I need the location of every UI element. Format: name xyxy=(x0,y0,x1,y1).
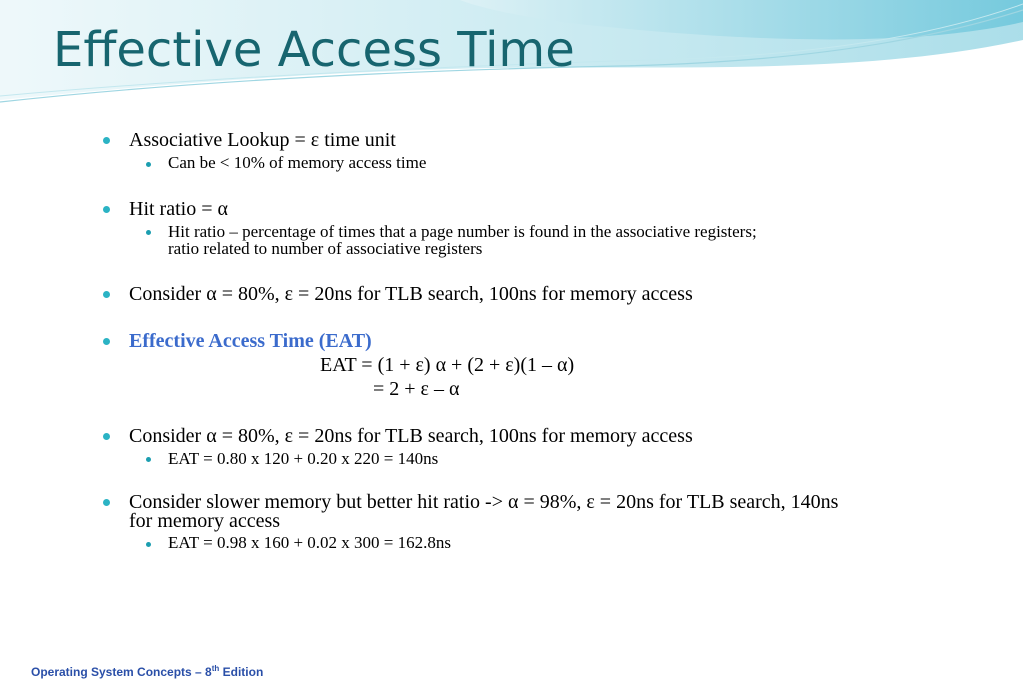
bullet-hit-ratio: Hit ratio = α xyxy=(129,198,228,220)
bullet-dot-icon xyxy=(103,433,110,440)
sub-bullet-hit-ratio-line1: Hit ratio – percentage of times that a page number is found in the associative registers; xyxy=(168,222,757,241)
footer-edition: Edition xyxy=(219,665,264,679)
sub-bullet-lookup-time: Can be < 10% of memory access time xyxy=(168,153,427,172)
eat-equation-line2: = 2 + ε – α xyxy=(373,378,460,400)
bullet-dot-icon xyxy=(103,338,110,345)
eat-equation-line1: EAT = (1 + ε) α + (2 + ε)(1 – α) xyxy=(320,354,575,376)
slide-title: Effective Access Time xyxy=(53,22,575,78)
bullet-dot-icon xyxy=(103,137,110,144)
slide-footer xyxy=(31,664,263,679)
bullet-dot-icon xyxy=(103,499,110,506)
bullet-eat-heading: Effective Access Time (EAT) xyxy=(129,330,372,352)
sub-bullet-dot-icon xyxy=(146,230,151,235)
sub-bullet-dot-icon xyxy=(146,162,151,167)
bullet-associative-lookup: Associative Lookup = ε time unit xyxy=(129,129,396,151)
bullet-consider-80: Consider α = 80%, ε = 20ns for TLB search, 100ns for memory access xyxy=(129,283,693,305)
footer-superscript: th xyxy=(211,664,220,673)
sub-bullet-eat-140: EAT = 0.80 x 120 + 0.20 x 220 = 140ns xyxy=(168,449,439,468)
sub-bullet-hit-ratio-line2: ratio related to number of associative registers xyxy=(168,239,483,258)
bullet-slower-memory-line2: for memory access xyxy=(129,510,281,532)
bullet-dot-icon xyxy=(103,291,110,298)
sub-bullet-eat-162: EAT = 0.98 x 160 + 0.02 x 300 = 162.8ns xyxy=(168,533,451,552)
bullet-consider-80-repeat: Consider α = 80%, ε = 20ns for TLB search, 100ns for memory access xyxy=(129,425,693,447)
sub-bullet-dot-icon xyxy=(146,457,151,462)
bullet-dot-icon xyxy=(103,206,110,213)
bullet-slower-memory-line1: Consider slower memory but better hit ratio -> α = 98%, ε = 20ns for TLB search, 140ns xyxy=(129,491,839,513)
sub-bullet-dot-icon xyxy=(146,542,151,547)
footer-text: Operating System Concepts – 8 xyxy=(31,665,212,679)
